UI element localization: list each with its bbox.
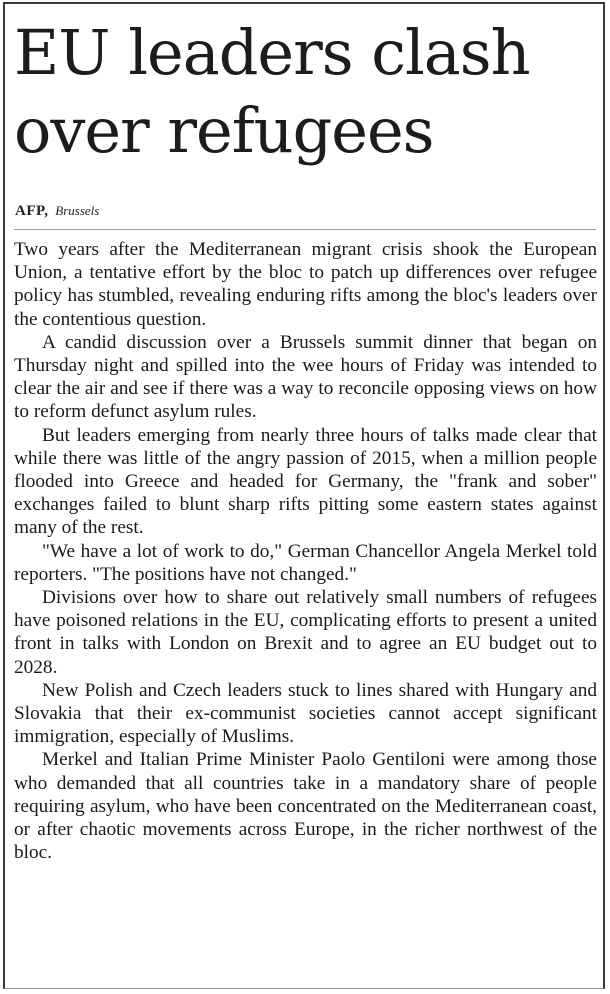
paragraph: New Polish and Czech leaders stuck to lines shared with Hungary and Slovakia that their ex-communist societies cannot accept significant immigration, especially of Muslims. <box>14 679 597 748</box>
paragraph: Merkel and Italian Prime Minister Paolo Gentiloni were among those who demanded that all countries take in a mandatory share of people requiring asylum, who have been concentrated on the Mediterranean coast, or after chaotic movements across Europe, in the richer northwest of the bloc. <box>14 749 597 864</box>
byline-agency: AFP, <box>15 203 49 219</box>
paragraph: A candid discussion over a Brussels summit dinner that began on Thursday night and spilled into the wee hours of Friday was intended to clear the air and see if there was a way to reconcile opposing views on how to reform defunct asylum rules. <box>14 331 597 423</box>
byline-divider <box>14 229 596 230</box>
paragraph: "We have a lot of work to do," German Chancellor Angela Merkel told reporters. "The positions have not changed." <box>14 540 597 585</box>
paragraph: But leaders emerging from nearly three hours of talks made clear that while there was little of the angry passion of 2015, when a million people flooded into Greece and headed for Germany, the "frank and sober" exchanges failed to blunt sharp rifts pitting some eastern states against many of the rest. <box>14 424 597 539</box>
byline-place: Brussels <box>55 203 100 218</box>
article-body <box>14 238 597 864</box>
byline <box>15 202 99 220</box>
paragraph: Two years after the Mediterranean migrant crisis shook the European Union, a tentative effort by the bloc to patch up differences over refugee policy has stumbled, revealing enduring rifts among the bloc's leaders over the contentious question. <box>14 239 597 330</box>
paragraph: Divisions over how to share out relatively small numbers of refugees have poisoned relations in the EU, complicating efforts to present a united front in talks with London on Brexit and to agree an EU budget out to 2028. <box>14 587 597 678</box>
headline: EU leaders clash over refugees <box>14 16 530 167</box>
